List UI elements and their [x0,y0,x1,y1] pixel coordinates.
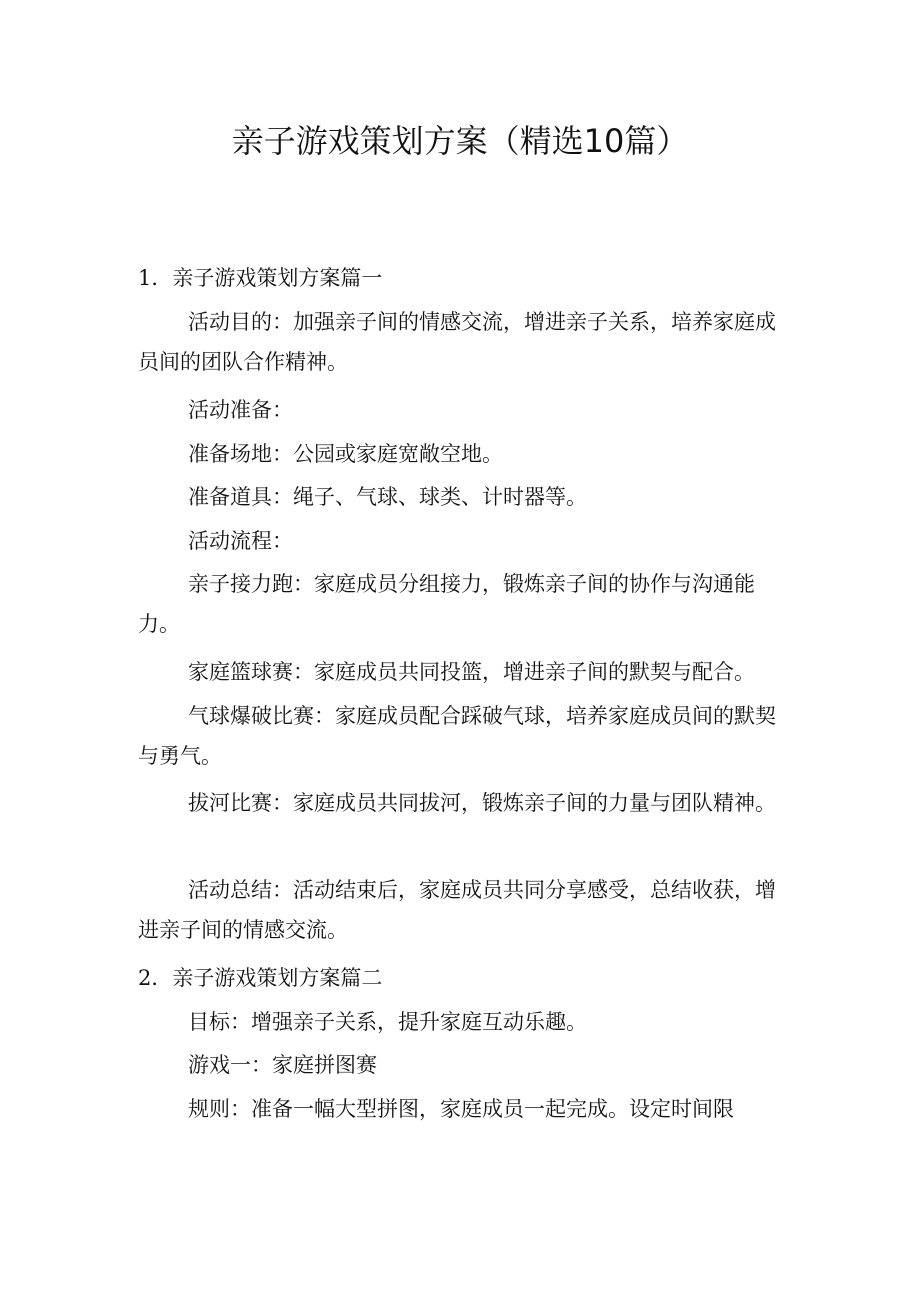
section-heading: 2．亲子游戏策划方案篇二 [138,966,383,990]
paragraph: 亲子接力跑：家庭成员分组接力，锻炼亲子间的协作与沟通能力。 [138,572,755,636]
paragraph: 活动流程： [188,529,293,553]
paragraph: 家庭篮球赛：家庭成员共同投篮，增进亲子间的默契与配合。 [188,660,755,684]
paragraph: 气球爆破比赛：家庭成员配合踩破气球，培养家庭成员间的默契与勇气。 [138,704,776,768]
paragraph: 活动目的：加强亲子间的情感交流，增进亲子关系，培养家庭成员间的团队合作精神。 [138,310,776,374]
paragraph: 准备场地：公园或家庭宽敞空地。 [188,442,503,466]
paragraph: 规则：准备一幅大型拼图，家庭成员一起完成。设定时间限 [188,1097,734,1121]
paragraph: 准备道具：绳子、气球、球类、计时器等。 [188,485,587,509]
paragraph: 活动准备： [188,398,293,422]
section-heading: 1．亲子游戏策划方案篇一 [138,266,383,290]
paragraph: 游戏一：家庭拼图赛 [188,1053,377,1077]
paragraph: 目标：增强亲子关系，提升家庭互动乐趣。 [188,1010,587,1034]
paragraph: 拔河比赛：家庭成员共同拔河，锻炼亲子间的力量与团队精神。 [188,791,776,815]
paragraph: 活动总结：活动结束后，家庭成员共同分享感受，总结收获，增进亲子间的情感交流。 [138,878,776,942]
document-title: 亲子游戏策划方案（精选10篇） [231,122,689,160]
